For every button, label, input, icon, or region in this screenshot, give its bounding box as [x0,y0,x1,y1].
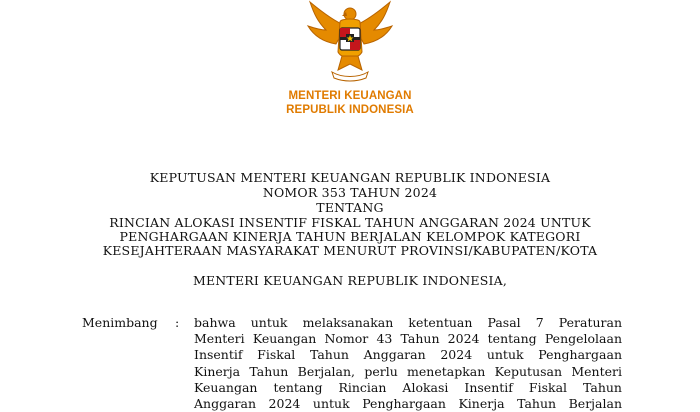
considering-line: Kinerja Tahun Berjalan, perlu menetapkan Keputusan Menteri [194,363,622,379]
considering-line: bahwa untuk melaksanakan ketentuan Pasal 7 Peraturan [194,315,622,330]
ministry-name-line2: REPUBLIK INDONESIA [286,104,414,116]
decree-subject-line-1: RINCIAN ALOKASI INSENTIF FISKAL TAHUN ANGGARAN 2024 UNTUK [109,215,591,230]
decree-title: KEPUTUSAN MENTERI KEUANGAN REPUBLIK INDONESIA [149,170,551,185]
ministry-name-line1: MENTERI KEUANGAN [288,90,412,102]
considering-label: Menimbang [82,315,158,330]
decree-subject-line-2: PENGHARGAAN KINERJA TAHUN BERJALAN KELOMPOK KATEGORI [119,229,581,244]
considering-text [194,315,622,412]
decree-about: TENTANG [316,200,384,215]
decree-issuer: MENTERI KEUANGAN REPUBLIK INDONESIA, [192,273,508,288]
garuda-emblem-icon [300,0,400,82]
considering-line: Menteri Keuangan Nomor 43 Tahun 2024 tentang Pengelolaan [194,331,622,347]
considering-line: Keuangan tentang Rincian Alokasi Insentif Fiskal Tahun [194,379,622,395]
considering-colon: : [175,315,180,330]
considering-line: Anggaran 2024 untuk Penghargaan Kinerja Tahun Berjalan [194,396,622,412]
decree-subject-line-3: KESEJAHTERAAN MASYARAKAT MENURUT PROVINSI/KABUPATEN/KOTA [102,243,598,258]
considering-line: Insentif Fiskal Tahun Anggaran 2024 untuk Penghargaan [194,347,622,363]
decree-number: NOMOR 353 TAHUN 2024 [262,185,438,200]
garuda-emblem [300,0,400,82]
